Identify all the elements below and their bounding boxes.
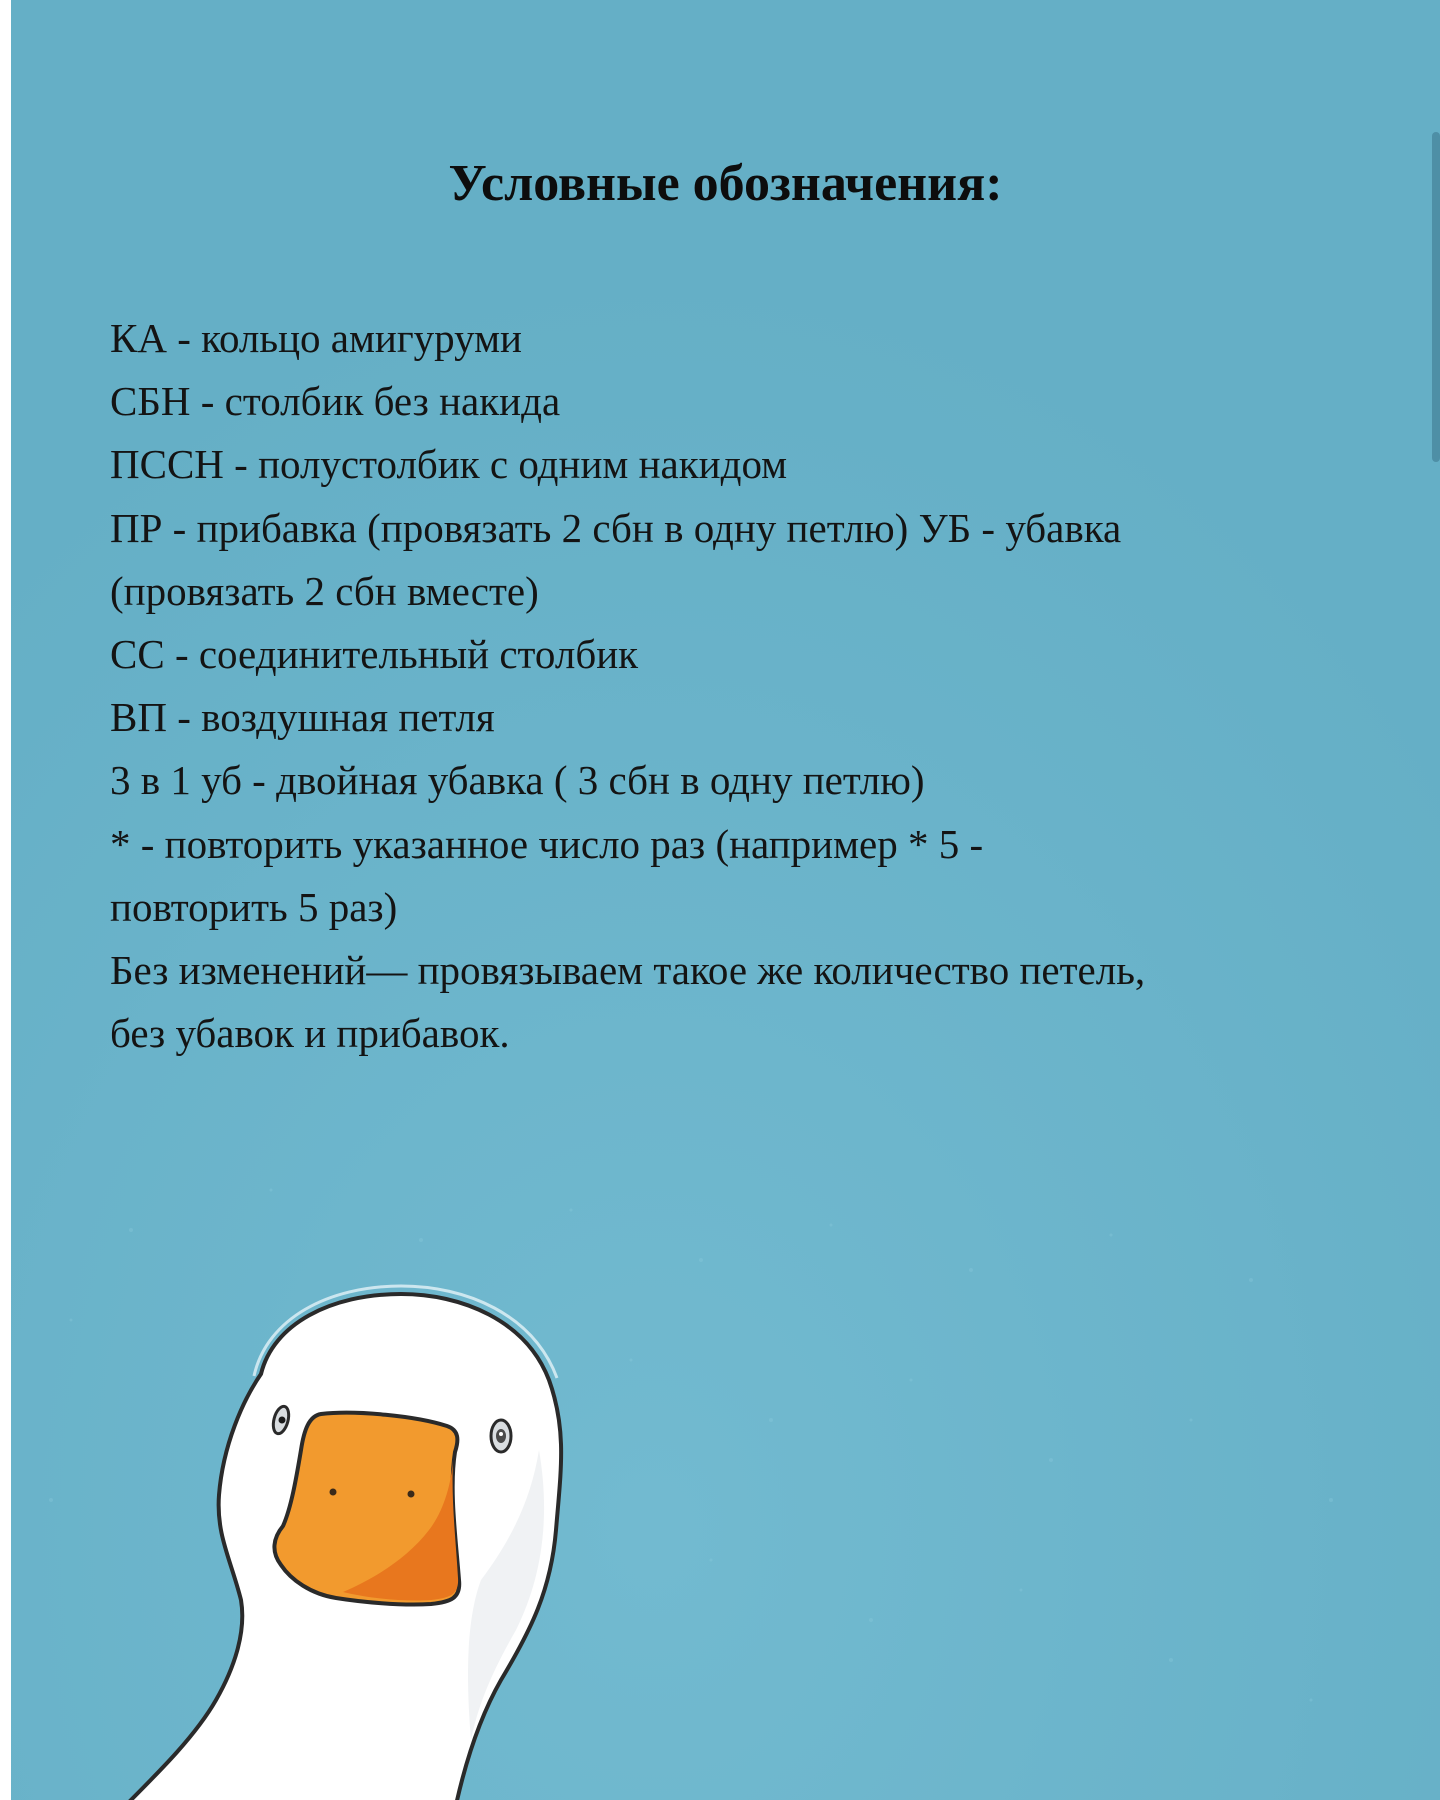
goose-illustration: [11, 1280, 611, 1800]
legend-line: СС - соединительный столбик: [110, 631, 639, 678]
legend-line: (провязать 2 сбн вместе): [110, 567, 539, 614]
legend-list: [110, 307, 1360, 1065]
legend-line: ПР - прибавка (провязать 2 сбн в одну петлю) УБ - убавка: [110, 504, 1122, 551]
legend-line: 3 в 1 уб - двойная убавка ( 3 сбн в одну петлю): [110, 757, 925, 804]
legend-line: ПССН - полустолбик с одним накидом: [110, 441, 788, 488]
legend-line: СБН - столбик без накида: [110, 378, 561, 425]
page-title: Условные обозначения:: [448, 155, 1003, 212]
scrollbar-thumb[interactable]: [1432, 132, 1440, 462]
goose-eye-right: [491, 1420, 511, 1452]
legend-line: КА - кольцо амигуруми: [110, 315, 522, 361]
legend-line: ВП - воздушная петля: [110, 694, 495, 741]
legend-line: без убавок и прибавок.: [110, 1010, 510, 1057]
legend-line: Без изменений— провязываем такое же количество петель,: [110, 947, 1146, 994]
legend-line: * - повторить указанное число раз (например * 5 -: [110, 820, 984, 867]
document-page: [11, 0, 1440, 1800]
legend-line: повторить 5 раз): [110, 883, 398, 930]
